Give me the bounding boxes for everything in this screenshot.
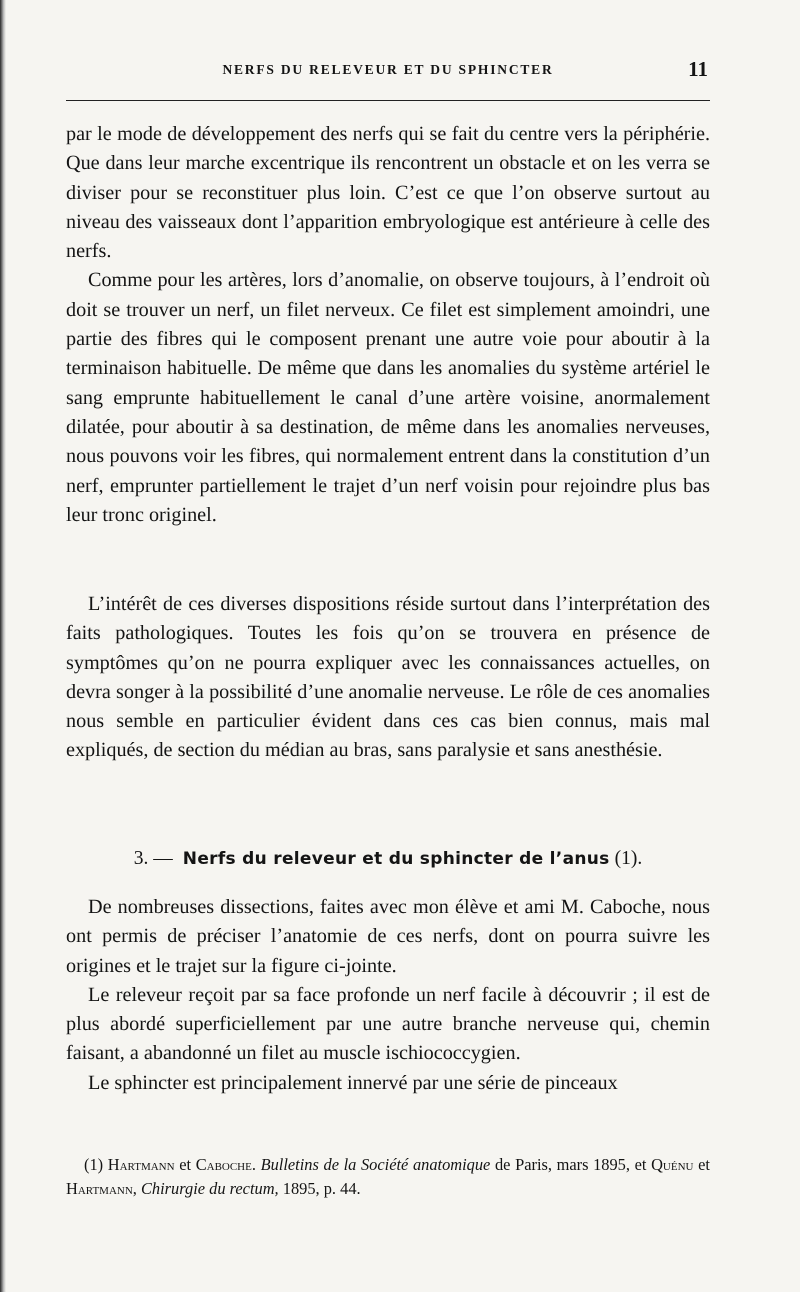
footnote-conjunction: et [698, 1155, 710, 1174]
footnote-author: Caboche. [195, 1155, 256, 1174]
footnote-author: Hartmann [107, 1155, 175, 1174]
footnote-place-date: de Paris, mars 1895, et [494, 1155, 647, 1174]
page-header [66, 56, 710, 92]
footnote-book-title: Chirurgie du rectum, [141, 1179, 279, 1198]
footnote-citation-end: 1895, p. 44. [282, 1179, 361, 1198]
section-heading [66, 845, 710, 873]
footnote-conjunction: et [179, 1155, 192, 1174]
section-title: Nerfs du releveur et du sphincter de l’anus [182, 849, 610, 869]
footnote-marker: (1) [84, 1155, 104, 1174]
footnote-author: Quénu [651, 1155, 694, 1174]
body-text-block [66, 120, 710, 530]
footnote-journal-title: Bulletins de la Société anatomique [260, 1155, 491, 1174]
header-rule [66, 100, 710, 101]
paragraph: par le mode de développement des nerfs qui se fait du centre vers la périphérie. Que dans leur marche excentrique ils rencontrent un obstacle et on les verra se diviser pour se reconstituer plus loin. C’est ce que l’on observe surtout au niveau des vaisseaux dont l’apparition embryologique est antérieure à celle des nerfs. [66, 123, 710, 263]
page-binding-shadow [0, 0, 6, 1292]
body-text-block [66, 893, 710, 1098]
footnote-author: Hartmann, [66, 1179, 137, 1198]
footnote-reference: (1). [614, 848, 643, 869]
paragraph: Le sphincter est principalement innervé par une série de pinceaux [88, 1071, 618, 1094]
paragraph: Le releveur reçoit par sa face profonde un nerf facile à découvrir ; il est de plus abordé superficiellement par une autre branche nerveuse qui, chemin faisant, a abandonné un filet au muscle ischiococcygien. [66, 983, 710, 1065]
paragraph: L’intérêt de ces diverses dispositions réside surtout dans l’interprétation des faits pathologiques. Toutes les fois qu’on se trouvera en présence de symptômes qu’on ne pourra expliquer avec les connaissances actuelles, on devra songer à la possibilité d’une anomalie nerveuse. Le rôle de ces anomalies nous semble en particulier évident dans ces cas bien connus, mais mal expliqués, de section du médian au bras, sans paralysie et sans anesthésie. [66, 593, 710, 762]
paragraph: De nombreuses dissections, faites avec mon élève et ami M. Caboche, nous ont permis de préciser l’anatomie de ces nerfs, dont on pourra suivre les origines et le trajet sur la figure ci-jointe. [66, 896, 710, 977]
page-number: 11 [688, 57, 708, 81]
section-number: 3. — [133, 848, 173, 869]
footnote-text [66, 1153, 710, 1201]
footnote [66, 1153, 710, 1201]
body-text-block [66, 590, 710, 766]
running-title: NERFS DU RELEVEUR ET DU SPHINCTER [222, 62, 554, 77]
paragraph: Comme pour les artères, lors d’anomalie, on observe toujours, à l’endroit où doit se trouver un nerf, un filet nerveux. Ce filet est simplement amoindri, une partie des fibres qui le composent prenant une autre voie pour aboutir à la terminaison habituelle. De même que dans les anomalies du système artériel le sang emprunte habituellement le canal d’une artère voisine, anormalement dilatée, pour aboutir à sa destination, de même dans les anomalies nerveuses, nous pouvons voir les fibres, qui normalement entrent dans la constitution d’un nerf, emprunter partiellement le trajet d’un nerf voisin pour rejoindre plus bas leur tronc originel. [66, 269, 710, 526]
